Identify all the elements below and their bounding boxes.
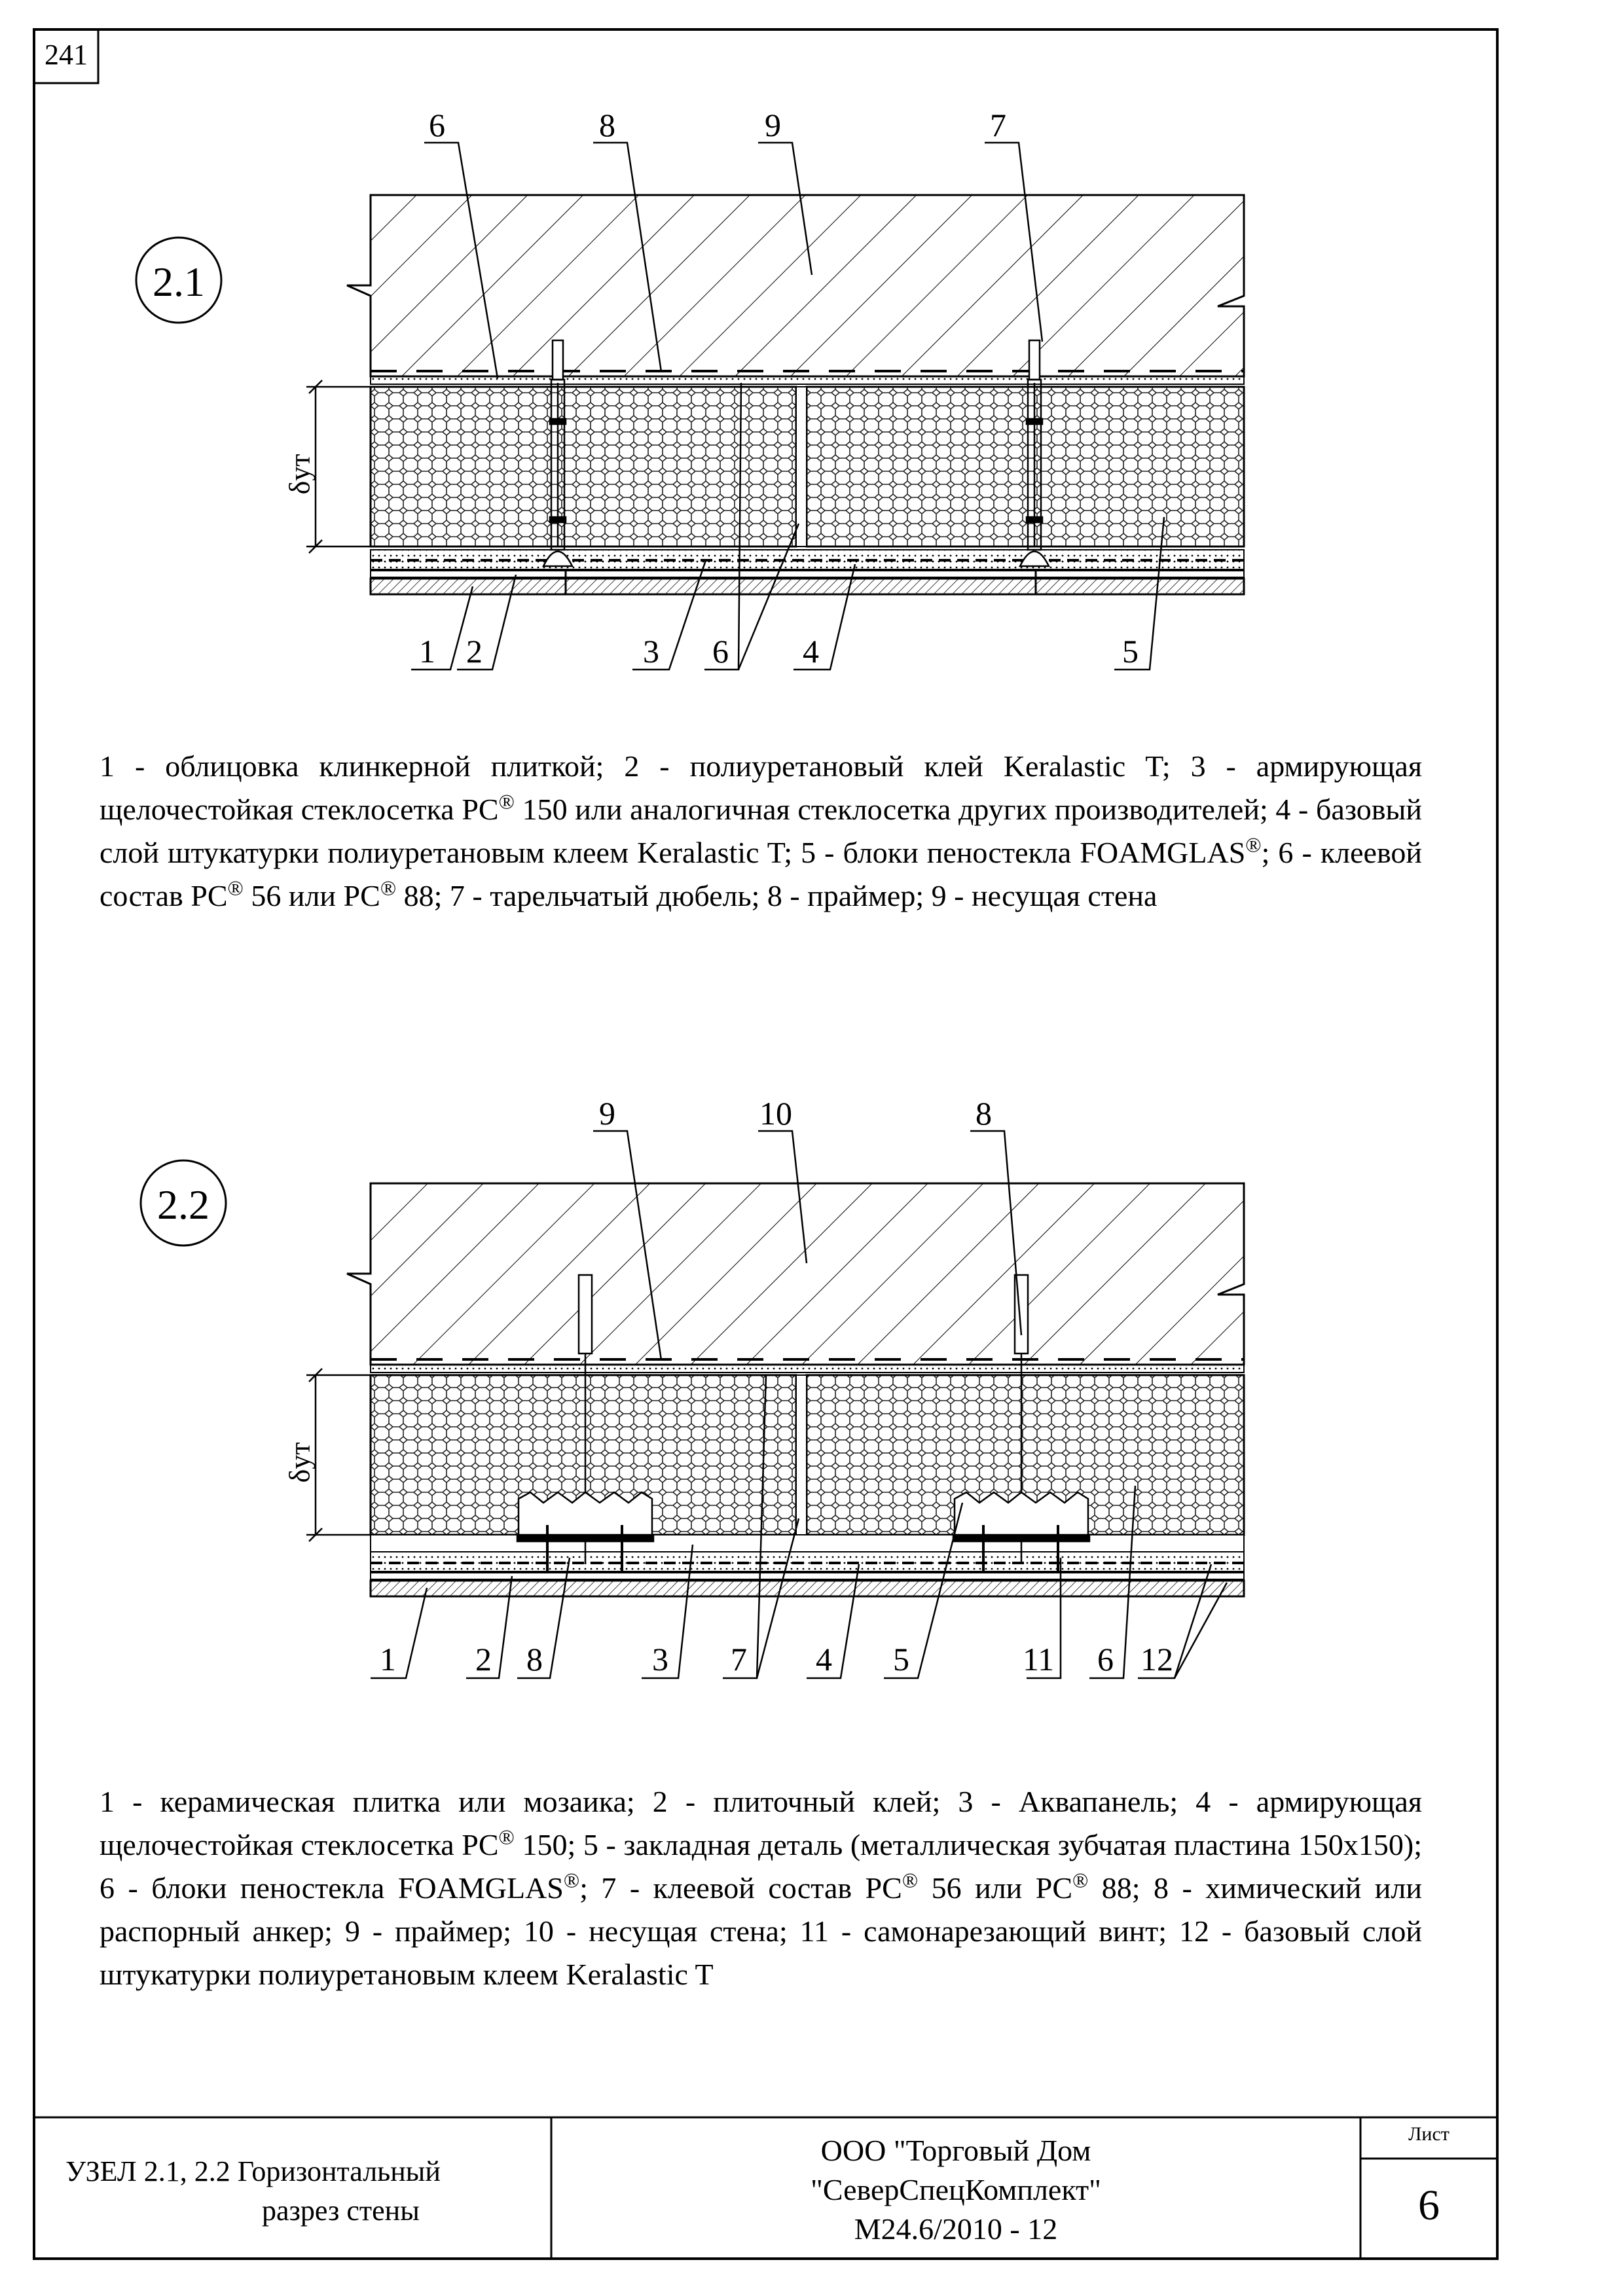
node-label-2-1: 2.1 [153, 259, 205, 305]
aquapanel-layer [371, 1535, 1244, 1552]
callout-9: 9 [599, 1095, 615, 1132]
title-line-1: УЗЕЛ 2.1, 2.2 Горизонтальный [65, 2155, 441, 2187]
tile-adhesive-layer [371, 571, 1244, 577]
callout-6b: 6 [712, 633, 729, 670]
callout-6: 6 [429, 107, 445, 143]
callout-8b: 8 [526, 1641, 543, 1677]
callout-3: 3 [643, 633, 659, 670]
callout-6: 6 [1097, 1641, 1114, 1677]
callout-12: 12 [1140, 1641, 1173, 1677]
node-2-2-drawing [306, 1131, 1244, 1678]
callout-3: 3 [652, 1641, 668, 1677]
block-joint [796, 1375, 807, 1535]
callout-5: 5 [893, 1641, 909, 1677]
company-line-1: ООО "Торговый Дом [820, 2134, 1091, 2167]
load-bearing-wall [347, 1183, 1244, 1365]
callout-10: 10 [759, 1095, 792, 1132]
foamglas-block-left [371, 387, 796, 547]
node-2-1-drawing [306, 143, 1244, 670]
callout-8: 8 [599, 107, 615, 143]
document-code: М24.6/2010 - 12 [854, 2212, 1058, 2246]
company-line-2: "СеверСпецКомплект" [811, 2173, 1101, 2206]
title-block-title [39, 2152, 543, 2231]
sheet-number: 6 [1418, 2181, 1440, 2229]
page-number: 241 [45, 39, 88, 71]
dimension-label-2-1: δут [283, 454, 316, 495]
callout-4: 4 [803, 633, 819, 670]
dimension-label-2-2: δут [283, 1442, 316, 1483]
node-label-2-2: 2.2 [157, 1181, 210, 1228]
tile-adhesive-layer [371, 1573, 1244, 1579]
title-line-2: разрез стены [262, 2195, 420, 2227]
callout-1: 1 [380, 1641, 396, 1677]
legend-text-2-2: 1 - керамическая плитка или мозаика; 2 - плиточный клей; 3 - Аквапанель; 4 - армирующая щелочестойкая стеклосетка PC® 150; 5 - закладная деталь (металлическая зубчатая пластина 150х150); 6 - блоки пеностекла FOAMGLAS®; 7 - клеевой состав PC® 56 или PC® 88; 8 - химический или распорный анкер; 9 - праймер; 10 - несущая стена; 11 - самонарезающий винт; 12 - базовый слой штукатурки полиуретановым клеем Keralastic T [100, 1785, 1422, 1991]
adhesive-layer-top [371, 376, 1244, 384]
callout-7: 7 [731, 1641, 747, 1677]
legend-2-1 [100, 745, 1422, 918]
callout-1: 1 [419, 633, 435, 670]
title-block-company [551, 2131, 1360, 2249]
clinker-tile-layer [371, 579, 1244, 594]
callout-9: 9 [765, 107, 781, 143]
callout-4: 4 [816, 1641, 832, 1677]
callout-5: 5 [1122, 633, 1139, 670]
callout-7: 7 [990, 107, 1006, 143]
legend-2-2 [100, 1780, 1422, 1996]
sheet-label: Лист [1408, 2123, 1450, 2145]
legend-text-2-1: 1 - облицовка клинкерной плиткой; 2 - полиуретановый клей Keralastic T; 3 - армирующая щелочестойкая стеклосетка PC® 150 или аналогичная стеклосетка других производителей; 4 - базовый слой штукатурки полиуретановым клеем Keralastic T; 5 - блоки пеностекла FOAMGLAS®; 6 - клеевой состав PC® 56 или PC® 88; 7 - тарельчатый дюбель; 8 - праймер; 9 - несущая стена [100, 749, 1422, 912]
ceramic-tile-layer [371, 1581, 1244, 1596]
callout-2: 2 [466, 633, 483, 670]
callout-11: 11 [1023, 1641, 1055, 1677]
foamglas-block-right [807, 387, 1244, 547]
callout-8: 8 [976, 1095, 992, 1132]
block-joint [796, 387, 807, 547]
callout-2: 2 [475, 1641, 492, 1677]
adhesive-layer-top [371, 1365, 1244, 1372]
